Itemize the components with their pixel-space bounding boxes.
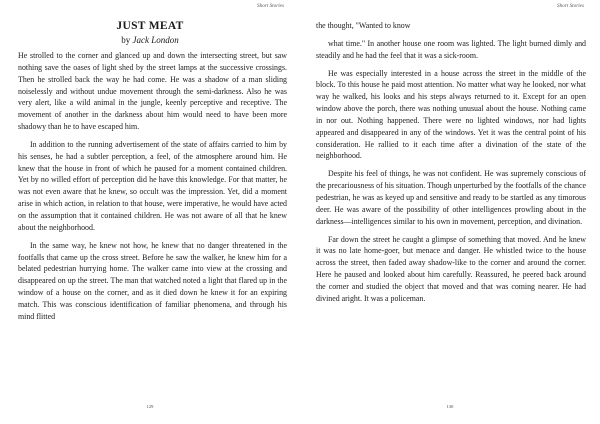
paragraph: He was especially interested in a house across the street in the middle of the block. To this house he paid most attention. No matter what way he looked, nor what way he walked, his looks and his steps always returned to it. Except for an open window above the porch, there was nothing unusual about the house. Nothing came in nor out. Nothing happened. There were no lighted windows, nor had lights appeared and disappeared in any of the windows. Yet it was the central point of his consideration. He rallied to it each time after a divination of the state of the neighborhood.	[316, 68, 586, 161]
paragraph: He strolled to the corner and glanced up and down the intersecting street, but saw nothing save the oases of light shed by the street lamps at the successive crossings. Then he strolled back the way he had come. He was a shadow of a man sliding noiselessly and without undue movement through the semi-darkness. Also he was very alert, like a wild animal in the jungle, keenly perceptive and receptive. The movement of another in the darkness about him would need to have been more shadowy than he to have escaped him.	[18, 51, 287, 132]
paragraph: In addition to the running advertisement of the state of affairs carried to him by his senses, he had a subtler perception, a feel, of the atmosphere around him. He knew that the house in front of which he paused for a moment contained children. Yet by no willed effort of perception did he have this knowledge. For that matter, he was not even aware that he knew, so occult was the impression. Yet, did a moment arise in which action, in relation to that house, were imperative, he would have acted on the assumption that it contained children. He was not aware of all that he knew about the neighborhood.	[18, 139, 287, 232]
running-head-left: Short Stories	[257, 3, 284, 9]
story-title: JUST MEAT	[116, 20, 184, 32]
paragraph: what time." In another house one room was lighted. The light burned dimly and steadily and he had the feel that it was a sick-room.	[316, 38, 586, 60]
paragraph: Despite his feel of things, he was not confident. He was supremely conscious of the precariousness of his situation. Though unperturbed by the footfalls of the chance pedestrian, he was as keyed up and sensitive and ready to be startled as any timorous deer. He was aware of the possibility of other intelligences prowling about in the darkness—intelligences similar to his own in movement, perception, and divination.	[316, 169, 586, 226]
author-name: Jack London	[132, 35, 179, 45]
right-page-text	[316, 20, 586, 311]
byline	[0, 35, 300, 45]
page-number-right: 130	[446, 404, 454, 409]
paragraph: Far down the street he caught a glimpse of something that moved. And he knew it was no late home-goer, but menace and danger. He whistled twice to the house across the street, then faded away shadow-like to the corner and around the corner. Here he paused and looked about him carefully. Reassured, he peered back around the corner and studied the object that moved and that was coming nearer. He had divined aright. It was a policeman.	[316, 234, 586, 303]
byline-prefix: by	[121, 35, 131, 45]
running-head-right: Short Stories	[557, 3, 584, 9]
right-page	[300, 0, 600, 424]
paragraph: In the same way, he knew not how, he knew that no danger threatened in the footfalls that came up the cross street. Before he saw the walker, he knew him for a belated pedestrian hurrying home. The walker came into view at the crossing and disappeared on up the street. The man that watched noted a light that flared up in the window of a house on the corner, and as it died down he knew it for an expiring match. This was conscious identification of familiar phenomena, and through his mind flitted	[18, 240, 287, 321]
left-page-text	[18, 50, 287, 329]
paragraph: the thought, "Wanted to know	[316, 21, 411, 30]
page-number-left: 129	[146, 404, 154, 409]
